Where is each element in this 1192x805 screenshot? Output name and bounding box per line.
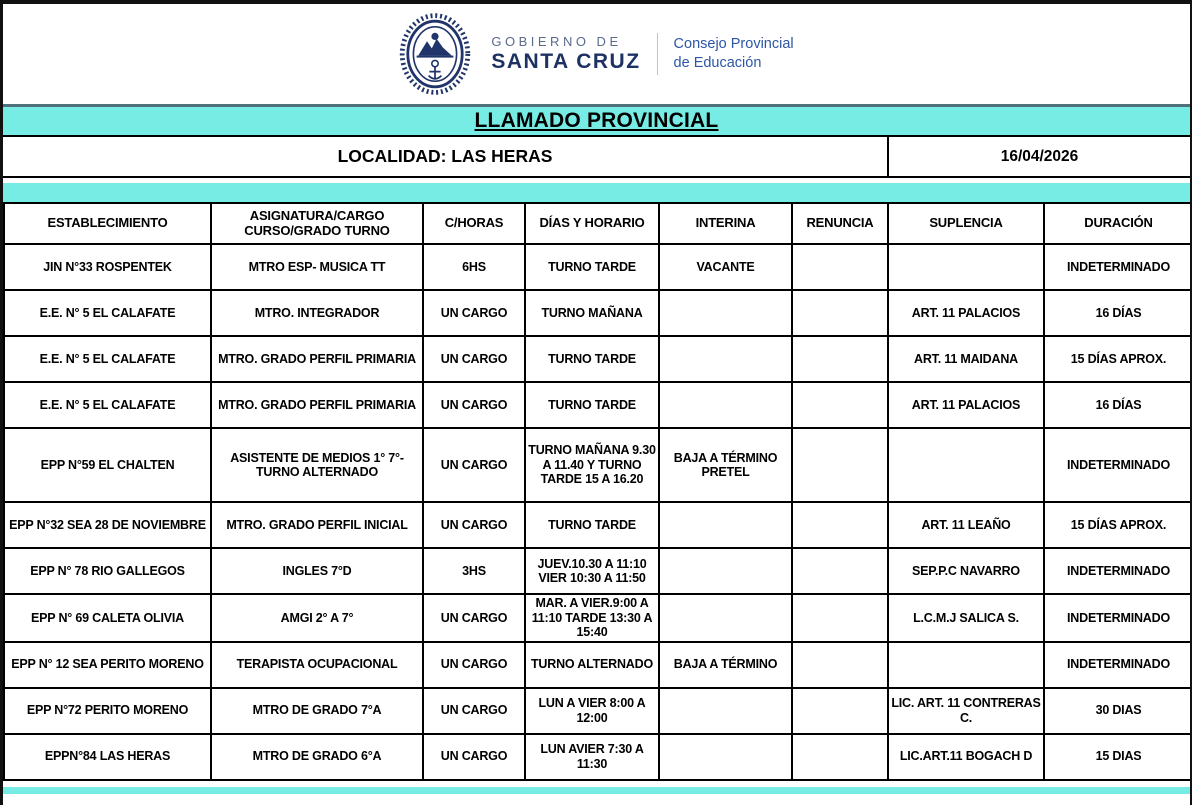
- table-cell: LUN AVIER 7:30 A 11:30: [525, 734, 659, 780]
- table-row: [4, 382, 1192, 428]
- table-row: [4, 734, 1192, 780]
- table-cell: TERAPISTA OCUPACIONAL: [211, 642, 423, 688]
- table-cell: TURNO TARDE: [525, 502, 659, 548]
- table-cell: [659, 734, 792, 780]
- table-cell: MTRO. INTEGRADOR: [211, 290, 423, 336]
- table-cell: UN CARGO: [423, 502, 525, 548]
- logo-group: [399, 11, 793, 97]
- table-cell: UN CARGO: [423, 734, 525, 780]
- column-header: SUPLENCIA: [888, 203, 1044, 244]
- table-cell: UN CARGO: [423, 428, 525, 502]
- table-cell: INDETERMINADO: [1044, 642, 1192, 688]
- consejo-line2: de Educación: [673, 55, 762, 71]
- table-cell: [659, 382, 792, 428]
- table-row: [4, 548, 1192, 594]
- santa-cruz-label: SANTA CRUZ: [491, 49, 641, 73]
- table-cell: [792, 548, 888, 594]
- table-row: [4, 290, 1192, 336]
- column-header: C/HORAS: [423, 203, 525, 244]
- footer-cyan-strip: [3, 787, 1190, 794]
- consejo-wordmark: [674, 35, 794, 73]
- column-header: DURACIÓN: [1044, 203, 1192, 244]
- column-header: DÍAS Y HORARIO: [525, 203, 659, 244]
- table-cell: 30 DIAS: [1044, 688, 1192, 734]
- table-cell: ASISTENTE DE MEDIOS 1° 7°-TURNO ALTERNADO: [211, 428, 423, 502]
- table-cell: 15 DÍAS APROX.: [1044, 502, 1192, 548]
- table-cell: [792, 688, 888, 734]
- table-cell: [792, 382, 888, 428]
- table-cell: TURNO MAÑANA: [525, 290, 659, 336]
- table-cell: [792, 336, 888, 382]
- table-cell: [888, 642, 1044, 688]
- table-cell: INDETERMINADO: [1044, 244, 1192, 290]
- table-cell: [792, 594, 888, 642]
- column-header: ASIGNATURA/CARGO CURSO/GRADO TURNO: [211, 203, 423, 244]
- table-row: [4, 336, 1192, 382]
- table-cell: BAJA A TÉRMINO PRETEL: [659, 428, 792, 502]
- table-cell: TURNO TARDE: [525, 336, 659, 382]
- table-header-row: [4, 203, 1192, 244]
- table-cell: EPP N° 78 RIO GALLEGOS: [4, 548, 211, 594]
- table-cell: EPP N°72 PERITO MORENO: [4, 688, 211, 734]
- table-cell: UN CARGO: [423, 642, 525, 688]
- table-cell: EPP N°59 EL CHALTEN: [4, 428, 211, 502]
- table-row: [4, 428, 1192, 502]
- table-row: [4, 688, 1192, 734]
- table-cell: [792, 290, 888, 336]
- table-cell: ART. 11 LEAÑO: [888, 502, 1044, 548]
- table-row: [4, 244, 1192, 290]
- table-cell: TURNO MAÑANA 9.30 A 11.40 Y TURNO TARDE 15 A 16.20: [525, 428, 659, 502]
- table-cell: ART. 11 MAIDANA: [888, 336, 1044, 382]
- table-cell: EPP N° 12 SEA PERITO MORENO: [4, 642, 211, 688]
- table-cell: L.C.M.J SALICA S.: [888, 594, 1044, 642]
- table-cell: UN CARGO: [423, 382, 525, 428]
- date-value: 16/04/2026: [887, 137, 1190, 176]
- table-cell: TURNO ALTERNADO: [525, 642, 659, 688]
- table-cell: 16 DÍAS: [1044, 382, 1192, 428]
- table-cell: [792, 502, 888, 548]
- table-cell: UN CARGO: [423, 290, 525, 336]
- table-cell: INDETERMINADO: [1044, 548, 1192, 594]
- table-cell: TURNO TARDE: [525, 382, 659, 428]
- gobierno-de-label: GOBIERNO DE: [491, 34, 622, 50]
- vacancies-table: [3, 202, 1192, 781]
- table-cell: [659, 502, 792, 548]
- table-row: [4, 502, 1192, 548]
- table-cell: EPP N°32 SEA 28 DE NOVIEMBRE: [4, 502, 211, 548]
- table-cell: [659, 336, 792, 382]
- column-header: INTERINA: [659, 203, 792, 244]
- table-cell: 15 DÍAS APROX.: [1044, 336, 1192, 382]
- locality-row: [3, 137, 1190, 178]
- table-cell: [792, 428, 888, 502]
- table-cell: MAR. A VIER.9:00 A 11:10 TARDE 13:30 A 15:40: [525, 594, 659, 642]
- table-cell: TURNO TARDE: [525, 244, 659, 290]
- table-cell: [792, 244, 888, 290]
- title-band: [3, 107, 1190, 137]
- column-header: ESTABLECIMIENTO: [4, 203, 211, 244]
- table-cell: LUN A VIER 8:00 A 12:00: [525, 688, 659, 734]
- table-cell: [792, 734, 888, 780]
- government-wordmark: [491, 35, 640, 72]
- table-cell: UN CARGO: [423, 688, 525, 734]
- table-cell: MTRO DE GRADO 7°A: [211, 688, 423, 734]
- table-cell: INDETERMINADO: [1044, 428, 1192, 502]
- table-cell: [792, 642, 888, 688]
- table-cell: 3HS: [423, 548, 525, 594]
- page-title: LLAMADO PROVINCIAL: [474, 109, 719, 132]
- table-cell: MTRO. GRADO PERFIL PRIMARIA: [211, 382, 423, 428]
- table-cell: [888, 244, 1044, 290]
- letterhead: [3, 4, 1190, 104]
- consejo-line1: Consejo Provincial: [673, 36, 794, 53]
- table-cell: 6HS: [423, 244, 525, 290]
- table-cell: [659, 290, 792, 336]
- table-cell: UN CARGO: [423, 594, 525, 642]
- table-cell: MTRO. GRADO PERFIL PRIMARIA: [211, 336, 423, 382]
- table-cell: E.E. N° 5 EL CALAFATE: [4, 290, 211, 336]
- table-cell: 15 DIAS: [1044, 734, 1192, 780]
- table-cell: ART. 11 PALACIOS: [888, 382, 1044, 428]
- table-cell: BAJA A TÉRMINO: [659, 642, 792, 688]
- table-cell: EPPN°84 LAS HERAS: [4, 734, 211, 780]
- table-cell: VACANTE: [659, 244, 792, 290]
- table-cell: UN CARGO: [423, 336, 525, 382]
- table-cell: INDETERMINADO: [1044, 594, 1192, 642]
- table-cell: INGLES 7°D: [211, 548, 423, 594]
- santa-cruz-coat-of-arms-icon: [399, 11, 471, 97]
- table-cell: ART. 11 PALACIOS: [888, 290, 1044, 336]
- table-row: [4, 642, 1192, 688]
- table-cell: AMGI 2° A 7°: [211, 594, 423, 642]
- table-cell: MTRO ESP- MUSICA TT: [211, 244, 423, 290]
- table-cell: [888, 428, 1044, 502]
- table-cell: E.E. N° 5 EL CALAFATE: [4, 336, 211, 382]
- table-cell: [659, 688, 792, 734]
- table-cell: EPP N° 69 CALETA OLIVIA: [4, 594, 211, 642]
- table-cell: MTRO. GRADO PERFIL INICIAL: [211, 502, 423, 548]
- table-cell: LIC.ART.11 BOGACH D: [888, 734, 1044, 780]
- table-cell: LIC. ART. 11 CONTRERAS C.: [888, 688, 1044, 734]
- table-cell: MTRO DE GRADO 6°A: [211, 734, 423, 780]
- table-cell: [659, 594, 792, 642]
- table-cell: [659, 548, 792, 594]
- table-cell: JUEV.10.30 A 11:10 VIER 10:30 A 11:50: [525, 548, 659, 594]
- table-cell: JIN N°33 ROSPENTEK: [4, 244, 211, 290]
- table-cell: 16 DÍAS: [1044, 290, 1192, 336]
- table-cell: E.E. N° 5 EL CALAFATE: [4, 382, 211, 428]
- table-cell: SEP.P.C NAVARRO: [888, 548, 1044, 594]
- column-header: RENUNCIA: [792, 203, 888, 244]
- cyan-band: [3, 183, 1190, 202]
- logo-divider: [657, 33, 658, 75]
- locality-label: LOCALIDAD: LAS HERAS: [337, 146, 553, 166]
- table-row: [4, 594, 1192, 642]
